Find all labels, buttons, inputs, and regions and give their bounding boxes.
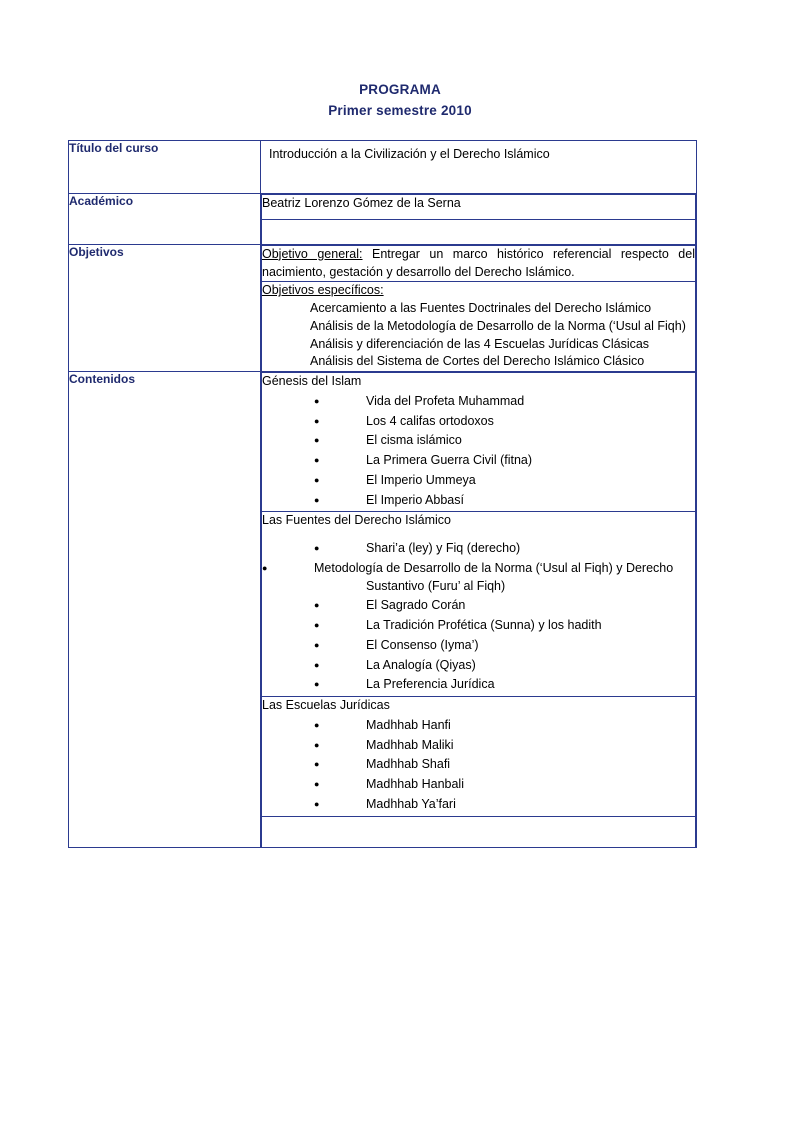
table-row-objetivos <box>69 244 697 371</box>
bullet-icon: ● <box>314 639 320 650</box>
row-label-objetivos: Objetivos <box>69 244 261 371</box>
list-item <box>262 657 695 675</box>
table-row-contenidos <box>69 372 697 848</box>
contenido-block-genesis <box>262 373 696 512</box>
row-label-academico: Académico <box>69 193 261 244</box>
objetivo-especifico-2: Análisis de la Metodología de Desarrollo de la Norma (‘Usul al Fiqh) <box>310 318 686 333</box>
academico-nombre: Beatriz Lorenzo Gómez de la Serna <box>262 194 696 219</box>
list-item-label: El cisma islámico <box>366 433 462 448</box>
contenido-escuelas-cell <box>262 697 696 817</box>
program-table <box>68 140 697 848</box>
contenidos-subtable <box>261 372 696 847</box>
list-item <box>262 737 695 755</box>
row-value-academico <box>261 193 697 244</box>
table-row-titulo <box>69 140 697 193</box>
list-item-label: El Imperio Abbasí <box>366 492 464 507</box>
list-item-label: Madhhab Hanbali <box>366 777 464 792</box>
list-item <box>262 676 695 694</box>
list-item <box>262 432 695 450</box>
row-value-titulo <box>261 140 697 193</box>
list-item <box>262 756 695 774</box>
bullet-icon: ● <box>314 798 320 809</box>
bullet-icon: ● <box>314 455 320 466</box>
row-label-contenidos: Contenidos <box>69 372 261 848</box>
list-item <box>262 492 695 510</box>
bullet-icon: ● <box>314 435 320 446</box>
list-item-label: El Sagrado Corán <box>366 598 466 613</box>
row-value-contenidos <box>261 372 697 848</box>
academico-name-row <box>262 194 696 219</box>
list-item <box>262 393 695 411</box>
contenido-fuentes-heading: Las Fuentes del Derecho Islámico <box>262 513 451 528</box>
list-item-label: Madhhab Hanfi <box>366 717 451 732</box>
bullet-icon: ● <box>314 543 320 554</box>
bullet-icon: ● <box>314 659 320 670</box>
list-item-label: Metodología de Desarrollo de la Norma (‘Usul al Fiqh) y Derecho Sustantivo (Furu’ al Fiqh) <box>314 560 674 593</box>
bullet-icon: ● <box>314 415 320 426</box>
page-title: PROGRAMA <box>359 82 441 97</box>
objetivo-especifico-4: Análisis del Sistema de Cortes del Derecho Islámico Clásico <box>310 354 645 369</box>
list-item-label: La Tradición Profética (Sunna) y los hadith <box>366 618 602 633</box>
objetivo-general-spacer <box>363 247 372 261</box>
list-item <box>262 540 695 558</box>
academico-subtable <box>261 194 696 244</box>
list-item <box>262 617 695 635</box>
contenido-genesis-heading: Génesis del Islam <box>262 374 362 389</box>
list-item <box>262 796 695 814</box>
list-item <box>262 776 695 794</box>
bullet-icon: ● <box>314 620 320 631</box>
contenido-block-escuelas <box>262 697 696 817</box>
bullet-icon: ● <box>314 600 320 611</box>
list-item-label: Vida del Profeta Muhammad <box>366 393 525 408</box>
objetivos-especificos-label: Objetivos específicos: <box>262 283 384 298</box>
objetivo-general-label: Objetivo general: <box>262 246 363 261</box>
contenido-fuentes-cell <box>262 512 696 697</box>
row-value-objetivos <box>261 244 697 371</box>
objetivo-general-row <box>262 245 696 282</box>
list-item: ● Metodología de Desarrollo de la Norma (‘Usul al Fiqh) y Derecho Sustantivo (Furu’ al Fiqh) <box>262 560 674 593</box>
list-item-label: Madhhab Maliki <box>366 737 454 752</box>
list-item-label: Shari’a (ley) y Fiq (derecho) <box>366 541 521 556</box>
list-item <box>262 452 695 470</box>
objetivos-subtable <box>261 245 696 371</box>
contenido-block-fuentes <box>262 512 696 697</box>
list-item <box>262 413 695 431</box>
list-item-label: El Consenso (Iyma’) <box>366 637 479 652</box>
bullet-icon: ● <box>314 679 320 690</box>
contenido-empty-cell <box>262 816 696 847</box>
curso-nombre: Introducción a la Civilización y el Derecho Islámico <box>269 146 550 161</box>
list-item-label: Los 4 califas ortodoxos <box>366 413 494 428</box>
bullet-icon: ● <box>314 474 320 485</box>
list-item-label: El Imperio Ummeya <box>366 472 476 487</box>
list-item-label: Madhhab Shafi <box>366 757 451 772</box>
objetivos-especificos-row <box>262 282 696 371</box>
contenido-genesis-cell <box>262 373 696 512</box>
bullet-icon: ● <box>314 739 320 750</box>
objetivo-general-cell <box>262 245 696 282</box>
list-item-label: La Analogía (Qiyas) <box>366 657 476 672</box>
list-item <box>262 597 695 615</box>
academico-empty-row <box>262 219 696 244</box>
objetivo-especifico-3: Análisis y diferenciación de las 4 Escuelas Jurídicas Clásicas <box>310 336 650 351</box>
bullet-icon: ● <box>314 779 320 790</box>
contenido-fuentes-list <box>262 540 695 694</box>
objetivo-especifico-1: Acercamiento a las Fuentes Doctrinales del Derecho Islámico <box>310 301 652 316</box>
row-label-titulo: Título del curso <box>69 140 261 193</box>
contenido-escuelas-heading: Las Escuelas Jurídicas <box>262 698 390 713</box>
page-subtitle: Primer semestre 2010 <box>328 102 472 118</box>
contenido-genesis-list <box>262 393 695 510</box>
list-item <box>262 637 695 655</box>
academico-extra <box>262 219 696 244</box>
bullet-icon: ● <box>314 719 320 730</box>
bullet-icon: ● <box>314 494 320 505</box>
contenido-block-empty <box>262 816 696 847</box>
list-item-label: Madhhab Ya’fari <box>366 796 456 811</box>
contenido-escuelas-list <box>262 717 695 814</box>
bullet-icon: ● <box>314 395 320 406</box>
list-item-label: La Primera Guerra Civil (fitna) <box>366 453 533 468</box>
objetivos-especificos-cell <box>262 282 696 371</box>
list-item <box>262 717 695 735</box>
objetivo-general-text: Entregar un marco histórico referencial respecto del nacimiento, gestación y desarrollo del Derecho Islámico. <box>262 246 695 279</box>
bullet-icon: ● <box>314 759 320 770</box>
list-item-label: La Preferencia Jurídica <box>366 677 495 692</box>
table-row-academico <box>69 193 697 244</box>
list-item <box>262 472 695 490</box>
